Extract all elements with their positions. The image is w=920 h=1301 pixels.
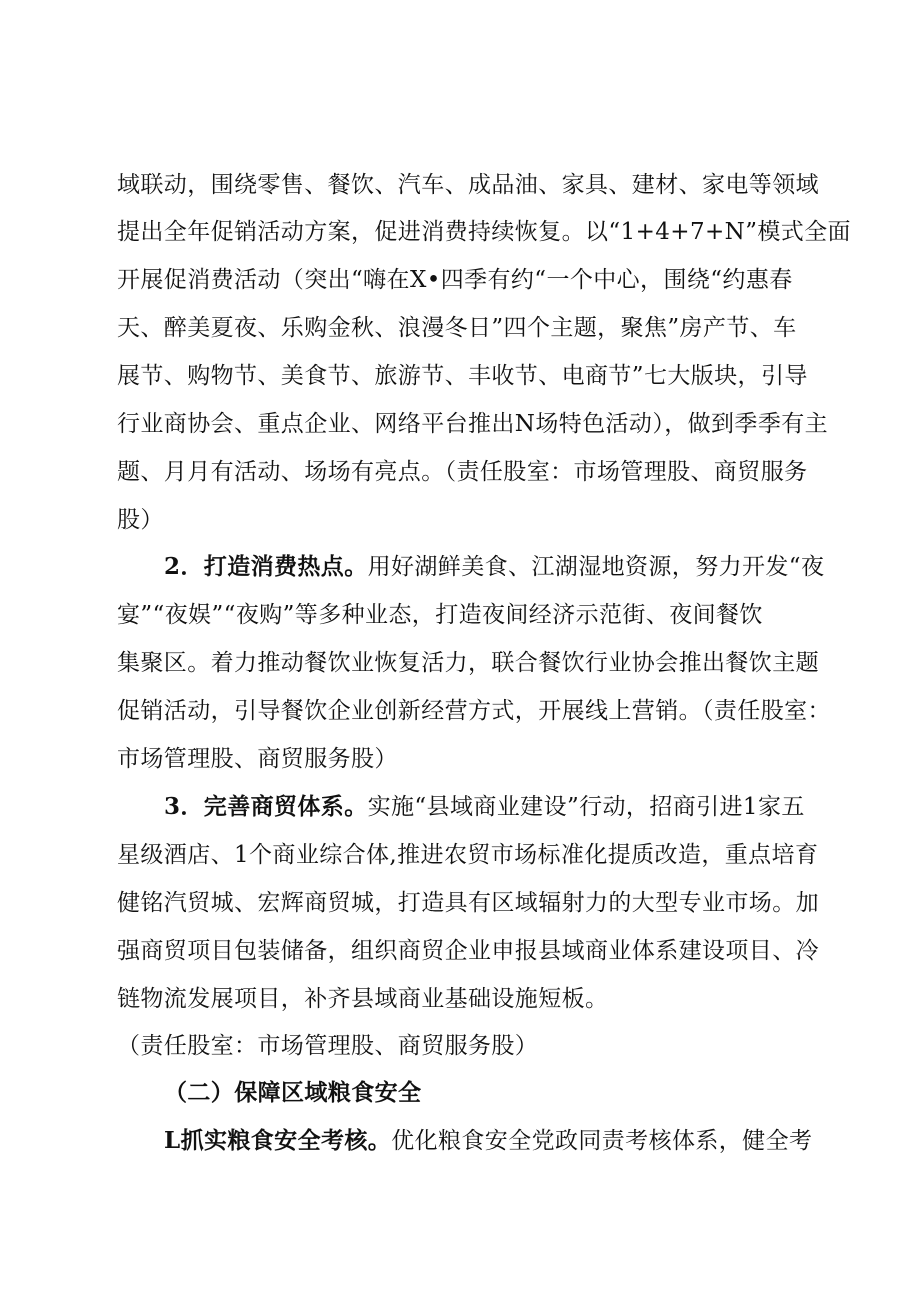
para2-line-1 bbox=[164, 552, 824, 582]
para3-line-1 bbox=[164, 792, 805, 822]
para2-line-5: 市场管理股、商贸服务股） bbox=[117, 746, 398, 772]
para1-line-3: 开展促消费活动（突出“嗨在X•四季有约“一个中心，围绕“约惠春 bbox=[117, 267, 793, 293]
para3-line-2: 星级酒店、1个商业综合体,推进农贸市场标准化提质改造，重点培育 bbox=[117, 842, 819, 868]
para1-line-4: 天、醉美夏夜、乐购金秋、浪漫冬日”四个主题，聚焦”房产节、车 bbox=[117, 315, 797, 341]
para1-line-1: 域联动，围绕零售、餐饮、汽车、成品油、家具、建材、家电等领域 bbox=[117, 172, 819, 198]
para2-heading: 2．打造消费热点。 bbox=[164, 553, 368, 580]
para4-line-1 bbox=[164, 1126, 812, 1156]
para3-heading: 3．完善商贸体系。 bbox=[164, 793, 368, 820]
para3-text: 实施“县域商业建设”行动，招商引进1家五 bbox=[367, 794, 805, 820]
para3-line-5: 链物流发展项目，补齐县域商业基础设施短板。 bbox=[117, 986, 609, 1012]
para3-line-6: （责任股室：市场管理股、商贸服务股） bbox=[117, 1033, 539, 1059]
section-2-title: （二）保障区域粮食安全 bbox=[164, 1079, 422, 1106]
para2-line-3: 集聚区。着力推动餐饮业恢复活力，联合餐饮行业协会推出餐饮主题 bbox=[117, 650, 819, 676]
para2-line-4: 促销活动，引导餐饮企业创新经营方式，开展线上营销。（责任股室： bbox=[117, 698, 831, 724]
para4-heading: L抓实粮食安全考核。 bbox=[164, 1127, 392, 1154]
para3-line-3: 健铭汽贸城、宏辉商贸城，打造具有区域辐射力的大型专业市场。加 bbox=[117, 890, 819, 916]
para3-line-4: 强商贸项目包装储备，组织商贸企业申报县域商业体系建设项目、冷 bbox=[117, 938, 819, 964]
para2-line-2: 宴”“夜娱”“夜购”等多种业态，打造夜间经济示范街、夜间餐饮 bbox=[117, 602, 763, 628]
para4-text: 优化粮食安全党政同责考核体系，健全考 bbox=[391, 1128, 813, 1154]
para1-line-7: 题、月月有活动、场场有亮点。（责任股室：市场管理股、商贸服务 bbox=[117, 459, 808, 485]
para1-line-5: 展节、购物节、美食节、旅游节、丰收节、电商节”七大版块，引导 bbox=[117, 363, 808, 389]
para1-line-2: 提出全年促销活动方案，促进消费持续恢复。以“1+4+7+N”模式全面 bbox=[117, 219, 851, 245]
para1-line-6: 行业商协会、重点企业、网络平台推出N场特色活动），做到季季有主 bbox=[117, 411, 829, 437]
para1-line-8: 股） bbox=[117, 507, 164, 533]
para2-text: 用好湖鲜美食、江湖湿地资源，努力开发“夜 bbox=[367, 554, 825, 580]
